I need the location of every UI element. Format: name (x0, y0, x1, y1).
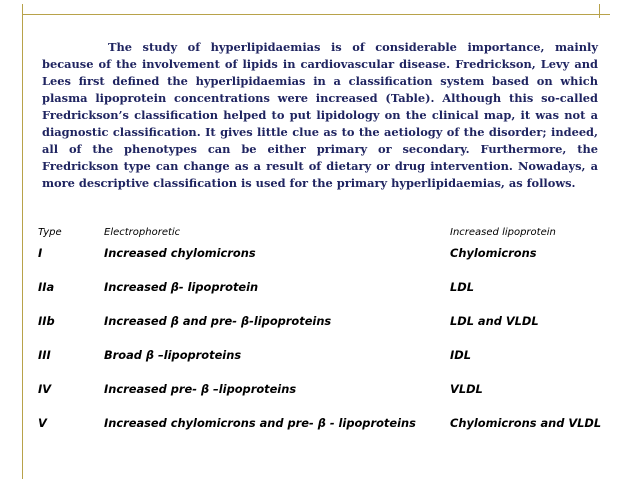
cell-lipoprotein: IDL (450, 348, 471, 362)
cell-type: I (38, 246, 43, 260)
table-row (38, 312, 610, 346)
table-row (38, 278, 610, 312)
cell-type: IV (38, 382, 52, 396)
table-header-row (38, 220, 610, 244)
cell-lipoprotein: Chylomicrons and VLDL (450, 416, 602, 430)
table-row (38, 380, 610, 414)
frame-top-rule (22, 14, 610, 15)
cell-lipoprotein: LDL (450, 280, 474, 294)
cell-electrophoretic: Increased β- lipoprotein (104, 280, 259, 294)
cell-type: III (38, 348, 51, 362)
cell-lipoprotein: LDL and VLDL (450, 314, 539, 328)
header-electrophoretic: Electrophoretic (104, 226, 181, 238)
frame-left-rule (22, 4, 23, 479)
cell-type: IIb (38, 314, 55, 328)
frame-corner-tick (599, 4, 600, 18)
header-increased-lipoprotein: Increased lipoprotein (450, 226, 556, 238)
cell-electrophoretic: Increased chylomicrons (104, 246, 256, 260)
intro-paragraph (42, 39, 598, 192)
header-type: Type (38, 226, 62, 238)
cell-type: IIa (38, 280, 55, 294)
cell-lipoprotein: VLDL (450, 382, 483, 396)
cell-electrophoretic: Broad β –lipoproteins (104, 348, 242, 362)
cell-electrophoretic: Increased β and pre- β-lipoproteins (104, 314, 332, 328)
cell-electrophoretic: Increased chylomicrons and pre- β - lipoproteins (104, 416, 416, 430)
table-row (38, 414, 610, 448)
intro-text: The study of hyperlipidaemias is of considerable importance, mainly because of the involvement of lipids in cardiovascular disease. Fredrickson, Levy and Lees first defined the hyperlipidaemias in a classification system based on which plasma lipoprotein concentrations were increased (Table). Although this so-called Fredrickson’s classification helped to put lipidology on the clinical map, it was not a diagnostic classification. It gives little clue as to the aetiology of the disorder; indeed, all of the phenotypes can be either primary or secondary. Furthermore, the Fredrickson type can change as a result of dietary or drug intervention. Nowadays, a more descriptive classification is used for the primary hyperlipidaemias, as follows. (42, 40, 598, 190)
cell-type: V (38, 416, 47, 430)
cell-electrophoretic: Increased pre- β –lipoproteins (104, 382, 297, 396)
hyperlipidaemia-table (38, 220, 610, 448)
table-row (38, 244, 610, 278)
table-row (38, 346, 610, 380)
cell-lipoprotein: Chylomicrons (450, 246, 537, 260)
